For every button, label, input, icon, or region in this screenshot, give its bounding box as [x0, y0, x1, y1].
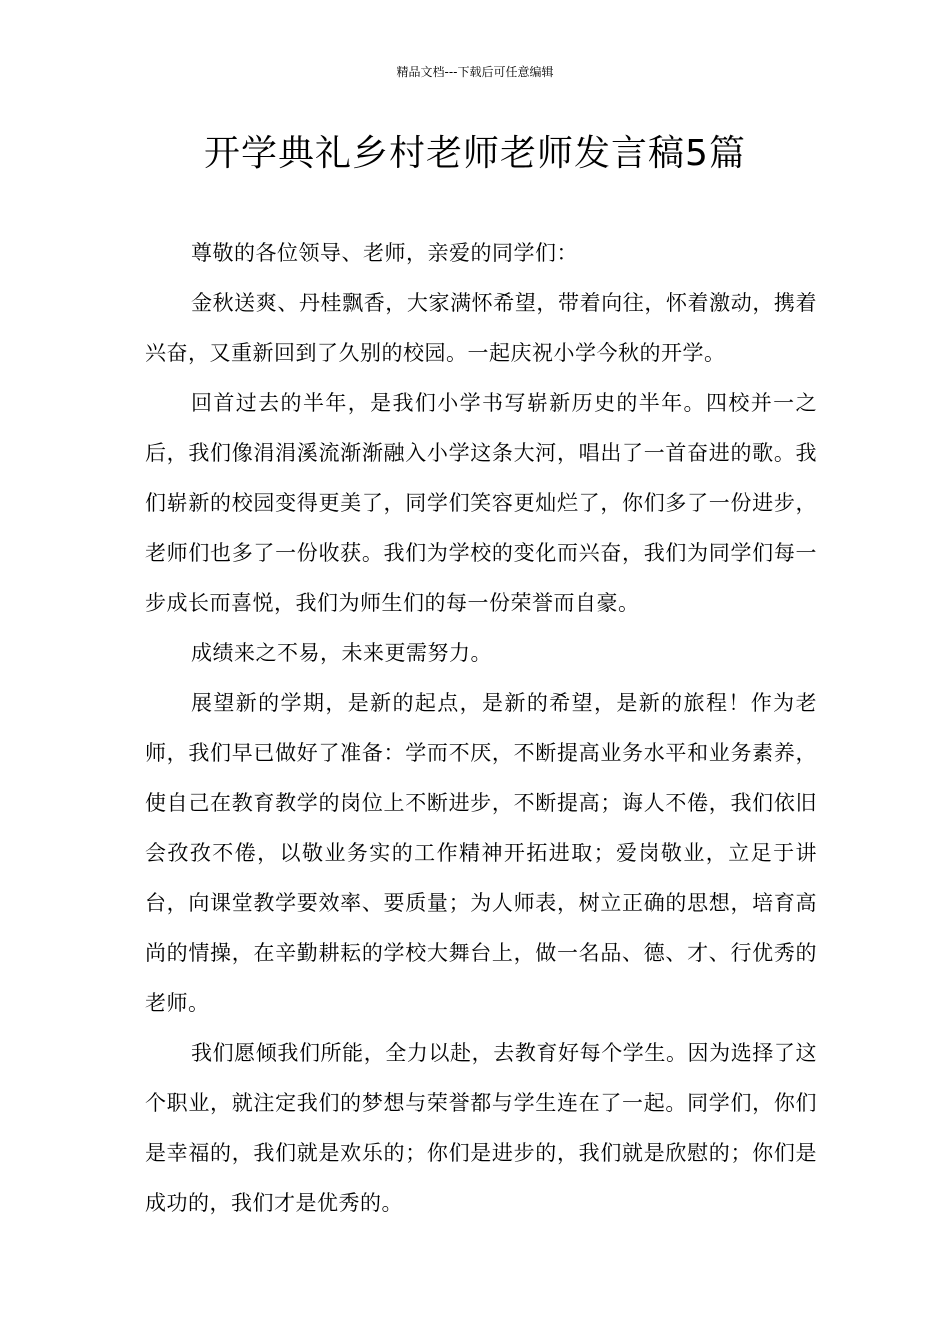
- paragraph-outlook: 展望新的学期，是新的起点，是新的希望，是新的旅程！作为老师，我们早已做好了准备：学而不厌，不断提高业务水平和业务素养，使自己在教育教学的岗位上不断进步，不断提高；诲人不倦，我们依旧会孜孜不倦，以敬业务实的工作精神开拓进取；爱岗敬业，立足于讲台，向课堂教学要效率、要质量；为人师表，树立正确的思想，培育高尚的情操，在辛勤耕耘的学校大舞台上，做一名品、德、才、行优秀的老师。: [145, 691, 817, 1015]
- paragraph-review: 回首过去的半年，是我们小学书写崭新历史的半年。四校并一之后，我们像涓涓溪流渐渐融入小学这条大河，唱出了一首奋进的歌。我们崭新的校园变得更美了，同学们笑容更灿烂了，你们多了一份进步，老师们也多了一份收获。我们为学校的变化而兴奋，我们为同学们每一步成长而喜悦，我们为师生们的每一份荣誉而自豪。: [145, 391, 817, 615]
- paragraph-salutation: 尊敬的各位领导、老师，亲爱的同学们：: [191, 241, 578, 265]
- document-body: [145, 228, 817, 1228]
- paragraph-achievement: 成绩来之不易，未来更需努力。: [191, 641, 492, 665]
- document-title: 开学典礼乡村老师老师发言稿5篇: [204, 133, 746, 174]
- document-header-note: 精品文档---下载后可任意编辑: [396, 65, 554, 79]
- paragraph-commitment: 我们愿倾我们所能，全力以赴，去教育好每个学生。因为选择了这个职业，就注定我们的梦想与荣誉都与学生连在了一起。同学们，你们是幸福的，我们就是欢乐的；你们是进步的，我们就是欣慰的；你们是成功的，我们才是优秀的。: [145, 1041, 817, 1215]
- paragraph-opening: 金秋送爽、丹桂飘香，大家满怀希望，带着向往，怀着激动，携着兴奋，又重新回到了久别的校园。一起庆祝小学今秋的开学。: [145, 291, 817, 365]
